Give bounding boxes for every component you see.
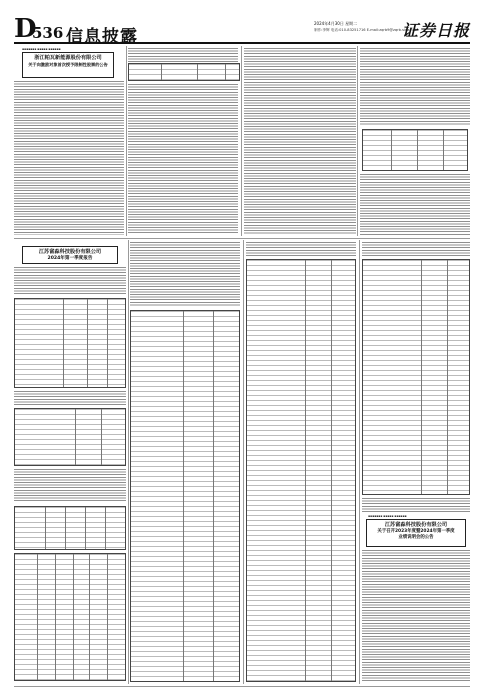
newspaper-logo: 证券日报 [402,21,471,40]
article-title-box [22,52,114,78]
article-text-column [362,498,470,512]
article-text-column [246,242,356,256]
column-rule [128,240,129,684]
balance-sheet-table [130,310,240,682]
column-rule [243,240,244,684]
article-meta: ▪▪▪▪▪▪▪ ▪▪▪▪▪ ▪▪▪▪▪▪ [22,47,61,51]
issue-date: 2024年4月30日 星期二 [314,21,358,26]
article-text-column [244,48,356,235]
article-text-column [128,84,238,235]
article-text-column [14,469,126,503]
editor-contact: 制作:李辉 电话:010-83251716 E-mail:zqrb9@zqrb.sina.net [314,28,417,32]
company-name: 江苏富淼科技股份有限公司 [38,249,102,255]
page-letter: D [14,14,37,44]
section-title: 信息披露 [66,27,138,47]
cash-flow-table [362,259,470,495]
page-footer-rule [14,686,470,687]
article-text-column [362,550,470,682]
article-text-column [360,174,470,235]
article-text-column [130,242,240,306]
company-name: 江苏富淼科技股份有限公司 [384,522,448,528]
company-name: 浙江帕瓦新能源股份有限公司 [34,55,102,61]
article-title-box [22,246,118,264]
article-text-column [14,391,126,405]
article-text-column [360,48,470,126]
column-rule [359,240,360,684]
article-text-column [128,48,238,62]
article-title-box [366,519,466,547]
column-rule [126,46,127,236]
article-title: 关于向激励对象首次授予限制性股票的公告 [28,62,108,67]
data-table [362,129,468,171]
financial-table [14,408,126,466]
section-divider [14,238,470,239]
article-title: 2024年第一季度报告 [47,256,93,261]
shareholder-table [14,506,126,550]
financial-table [14,298,126,388]
article-meta: ▪▪▪▪▪▪▪ ▪▪▪▪▪ ▪▪▪▪▪▪ [368,514,407,518]
article-title: 业绩说明会的公告 [398,535,434,540]
income-statement-table [246,259,356,682]
article-text-column [14,81,124,235]
article-text-column [14,267,126,295]
shareholder-table [14,553,126,681]
column-rule [357,46,358,236]
article-text-column [362,242,470,256]
page-number: 536 [32,24,64,42]
masthead [14,14,471,47]
column-rule [241,46,242,236]
article-title: 关于召开2023年度暨2024年第一季度 [377,529,455,534]
data-table [128,63,240,81]
